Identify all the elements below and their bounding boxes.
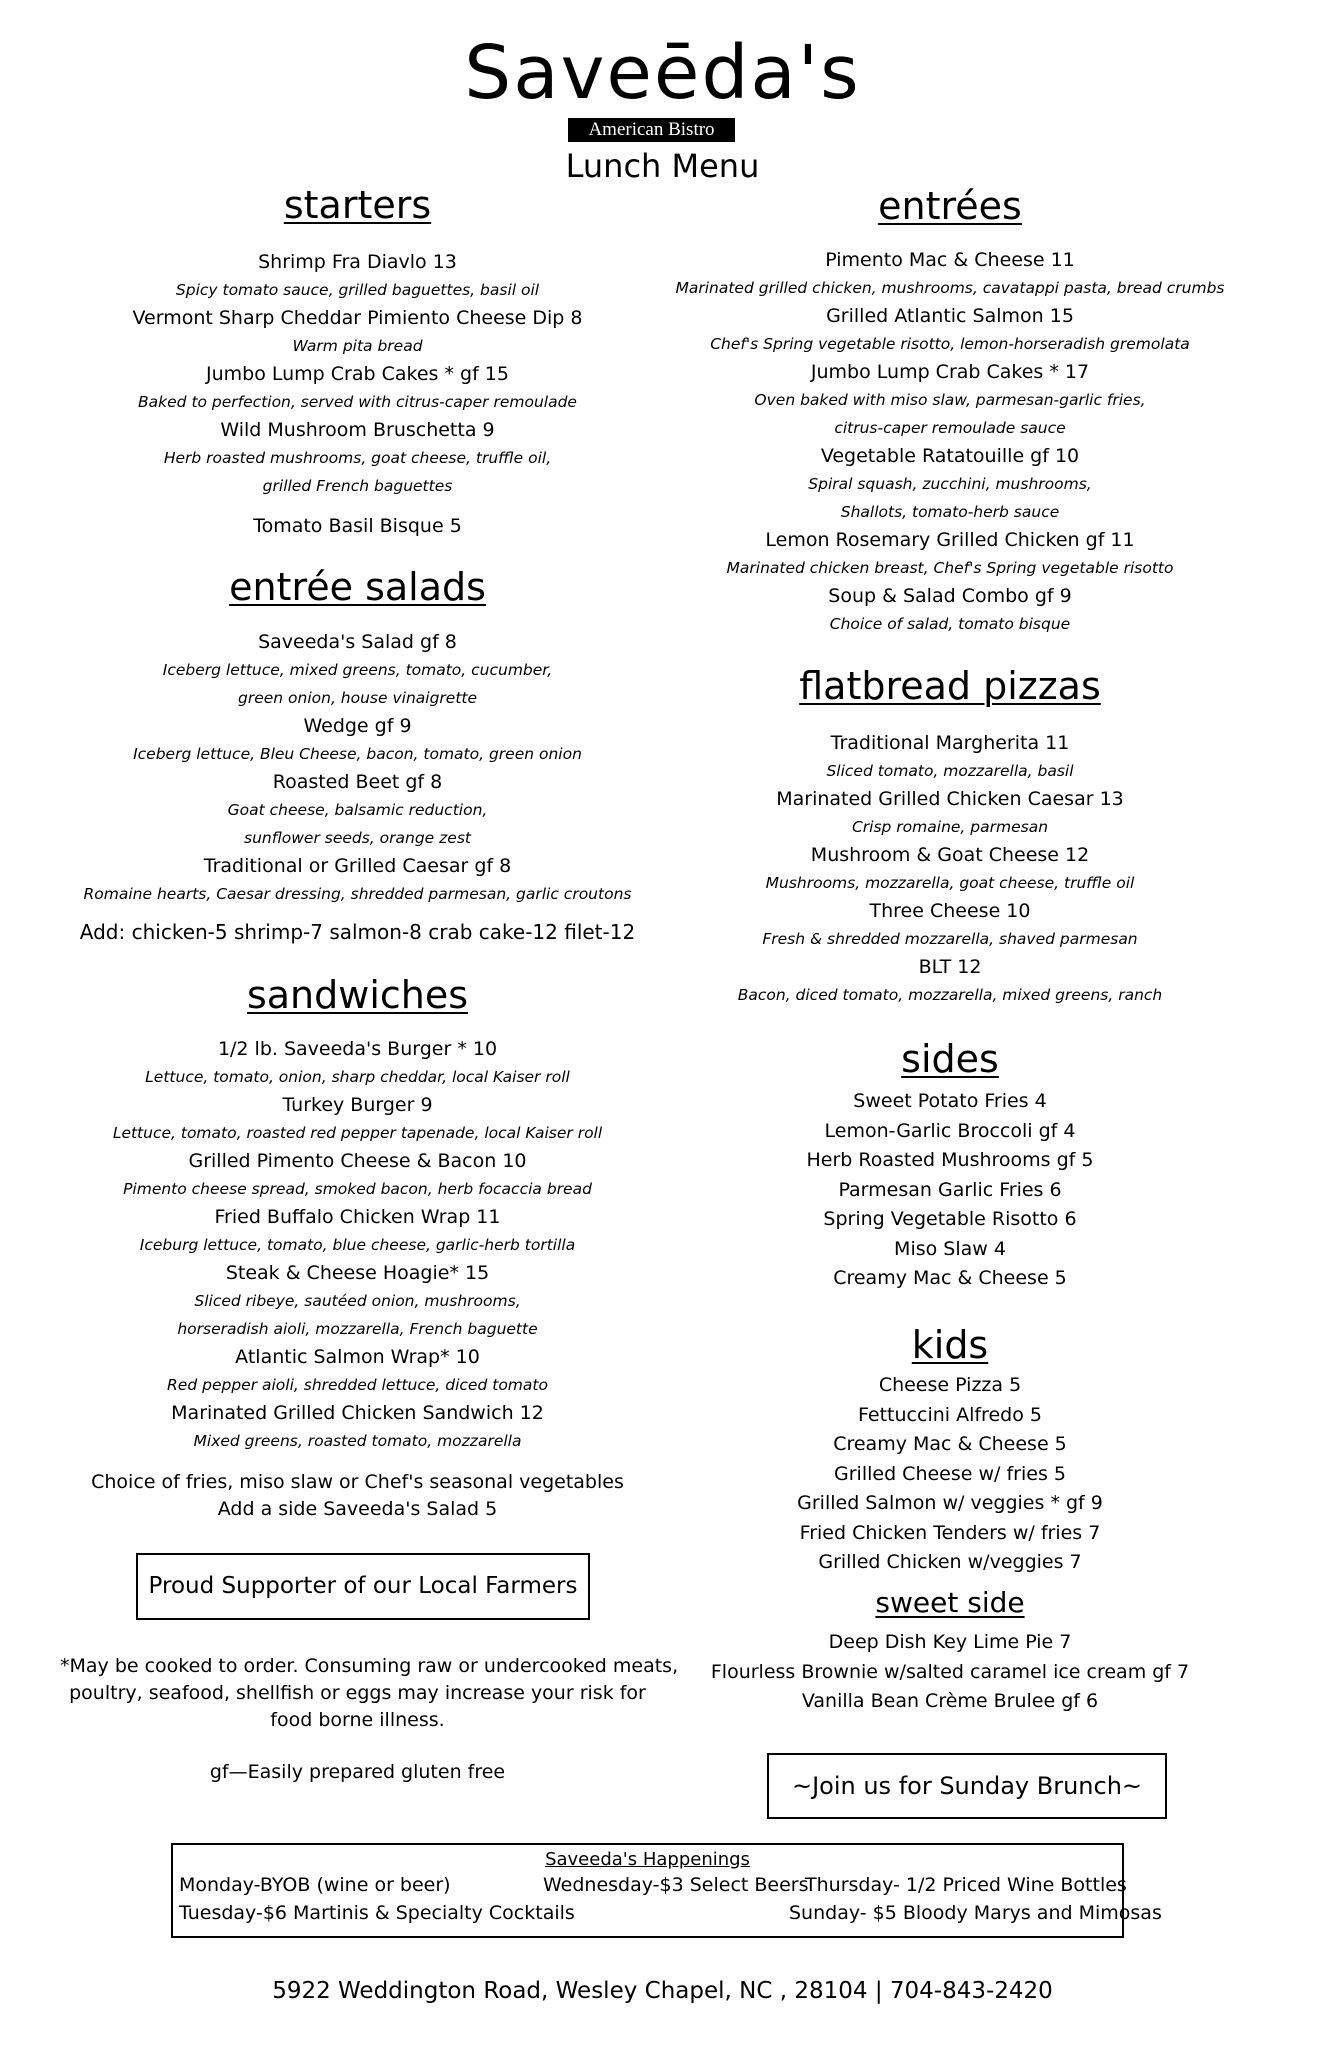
menu-item-desc: Oven baked with miso slaw, parmesan-garlic fries,: [754, 391, 1146, 409]
menu-item-desc: Baked to perfection, served with citrus-caper remoulade: [138, 393, 577, 411]
menu-item-desc: Red pepper aioli, shredded lettuce, diced tomato: [167, 1376, 548, 1394]
kids-item: Grilled Salmon w/ veggies * gf 9: [797, 1492, 1103, 1514]
menu-item-desc: Iceberg lettuce, Bleu Cheese, bacon, tomato, green onion: [133, 745, 582, 763]
menu-item-name: Turkey Burger 9: [282, 1094, 433, 1116]
dessert-item: Vanilla Bean Crème Brulee gf 6: [801, 1690, 1099, 1712]
side-item: Herb Roasted Mushrooms gf 5: [806, 1149, 1094, 1171]
menu-item-name: Traditional Margherita 11: [830, 732, 1070, 754]
menu-item-name: Jumbo Lump Crab Cakes * gf 15: [206, 363, 509, 385]
kids-list: [660, 1371, 1240, 1578]
kids-heading: kids: [911, 1323, 989, 1367]
disclaimer-line: food borne illness.: [270, 1709, 445, 1731]
footer-address-phone: 5922 Weddington Road, Wesley Chapel, NC , 28104 | 704-843-2420: [272, 1978, 1053, 2004]
kids-item: Grilled Chicken w/veggies 7: [818, 1551, 1082, 1573]
salads-heading: entrée salads: [229, 565, 486, 609]
sandwich-side-note: Choice of fries, miso slaw or Chef's seasonal vegetables: [91, 1471, 624, 1493]
disclaimer-line: *May be cooked to order. Consuming raw or undercooked meats,: [60, 1655, 679, 1677]
happening-sunday: Sunday- $5 Bloody Marys and Mimosas: [789, 1902, 1162, 1924]
menu-item-desc: Sliced ribeye, sautéed onion, mushrooms,: [194, 1292, 521, 1310]
menu-item-desc: Pimento cheese spread, smoked bacon, herb focaccia bread: [123, 1180, 592, 1198]
menu-item-name: Roasted Beet gf 8: [272, 771, 443, 793]
sandwich-salad-note: Add a side Saveeda's Salad 5: [217, 1498, 498, 1520]
disclaimer: [60, 1653, 679, 1786]
menu-item-name: Fried Buffalo Chicken Wrap 11: [214, 1206, 501, 1228]
menu-item-desc: Warm pita bread: [292, 337, 423, 355]
dessert-item: Flourless Brownie w/salted caramel ice cream gf 7: [710, 1660, 1190, 1683]
sunday-brunch-box: [767, 1753, 1167, 1819]
menu-item-desc: Fresh & shredded mozzarella, shaved parmesan: [762, 930, 1138, 948]
happening-tuesday: Tuesday-$6 Martinis & Specialty Cocktails: [179, 1902, 575, 1924]
happening-wednesday: Wednesday-$3 Select Beers: [543, 1874, 809, 1896]
menu-item-desc: sunflower seeds, orange zest: [244, 829, 471, 847]
menu-item-name: Pimento Mac & Cheese 11: [825, 249, 1075, 271]
menu-item-desc: Mushrooms, mozzarella, goat cheese, truffle oil: [765, 874, 1135, 892]
happening-thursday: Thursday- 1/2 Priced Wine Bottles: [805, 1874, 1127, 1896]
menu-item-desc: Crisp romaine, parmesan: [851, 818, 1049, 836]
menu-item-desc: Herb roasted mushrooms, goat cheese, truffle oil,: [163, 449, 552, 467]
happenings-box: [171, 1843, 1162, 1938]
soup-item: Tomato Basil Bisque 5: [253, 515, 462, 537]
side-item: Miso Slaw 4: [894, 1237, 1006, 1260]
sweet-side-list: [660, 1628, 1240, 1717]
sides-list: [660, 1087, 1240, 1294]
entrees-heading: entrées: [878, 184, 1022, 228]
menu-item-desc: grilled French baguettes: [262, 477, 453, 495]
menu-item-name: Three Cheese 10: [869, 900, 1031, 922]
kids-item: Grilled Cheese w/ fries 5: [834, 1462, 1066, 1485]
menu-item-desc: citrus-caper remoulade sauce: [834, 419, 1066, 437]
menu-item-name: Vegetable Ratatouille gf 10: [820, 445, 1080, 467]
sweet-side-heading: sweet side: [875, 1586, 1025, 1619]
pizzas-list: [660, 729, 1240, 1009]
menu-item-name: Marinated Grilled Chicken Caesar 13: [776, 788, 1124, 810]
kids-item: Creamy Mac & Cheese 5: [833, 1433, 1067, 1455]
sandwiches-list: [60, 1035, 655, 1523]
sunday-brunch-text: ~Join us for Sunday Brunch~: [791, 1772, 1143, 1800]
disclaimer-line: poultry, seafood, shellfish or eggs may increase your risk for: [69, 1682, 646, 1704]
menu-item-name: Steak & Cheese Hoagie* 15: [225, 1262, 490, 1284]
menu-item-name: BLT 12: [918, 956, 982, 978]
menu-item-desc: Lettuce, tomato, roasted red pepper tapenade, local Kaiser roll: [112, 1124, 603, 1142]
menu-item-desc: Iceberg lettuce, mixed greens, tomato, cucumber,: [162, 661, 553, 679]
side-item: Lemon-Garlic Broccoli gf 4: [824, 1119, 1076, 1142]
menu-item-name: Saveeda's Salad gf 8: [258, 631, 457, 653]
kids-item: Fried Chicken Tenders w/ fries 7: [799, 1521, 1101, 1544]
menu-item-desc: Chef's Spring vegetable risotto, lemon-horseradish gremolata: [710, 335, 1190, 353]
pizzas-heading: flatbread pizzas: [799, 664, 1101, 708]
kids-item: Cheese Pizza 5: [878, 1374, 1022, 1396]
menu-item-name: Vermont Sharp Cheddar Pimiento Cheese Dip 8: [132, 307, 583, 329]
menu-item-desc: Lettuce, tomato, onion, sharp cheddar, local Kaiser roll: [145, 1068, 570, 1086]
entrees-list: [660, 246, 1240, 638]
menu-item-desc: Sliced tomato, mozzarella, basil: [826, 762, 1074, 780]
menu-item-name: Marinated Grilled Chicken Sandwich 12: [171, 1402, 544, 1424]
menu-item-name: Grilled Atlantic Salmon 15: [826, 305, 1074, 327]
menu-item-desc: Choice of salad, tomato bisque: [829, 615, 1071, 633]
local-farmers-box: [136, 1553, 590, 1620]
sandwiches-heading: sandwiches: [246, 973, 469, 1017]
restaurant-logo-name: Saveēda's: [464, 30, 861, 116]
starters-list: [60, 248, 655, 540]
starters-heading: starters: [283, 183, 432, 227]
menu-item-desc: green onion, house vinaigrette: [237, 689, 478, 707]
happenings-title: Saveeda's Happenings: [545, 1849, 750, 1870]
menu-item-desc: Marinated chicken breast, Chef's Spring vegetable risotto: [726, 559, 1174, 577]
menu-item-name: Grilled Pimento Cheese & Bacon 10: [188, 1150, 527, 1172]
menu-item-desc: horseradish aioli, mozzarella, French baguette: [177, 1320, 538, 1338]
menu-item-desc: Spicy tomato sauce, grilled baguettes, basil oil: [175, 281, 540, 299]
restaurant-tagline: American Bistro: [568, 118, 735, 142]
menu-item-desc: Goat cheese, balsamic reduction,: [227, 801, 488, 819]
menu-item-name: Atlantic Salmon Wrap* 10: [235, 1346, 480, 1368]
menu-item-name: Wild Mushroom Bruschetta 9: [220, 419, 495, 441]
menu-item-desc: Marinated grilled chicken, mushrooms, cavatappi pasta, bread crumbs: [675, 279, 1225, 297]
salad-addons: Add: chicken-5 shrimp-7 salmon-8 crab cake-12 filet-12: [79, 920, 636, 944]
salads-list: [60, 628, 655, 946]
side-item: Parmesan Garlic Fries 6: [838, 1178, 1062, 1201]
gluten-free-note: gf—Easily prepared gluten free: [209, 1761, 506, 1783]
menu-item-name: Mushroom & Goat Cheese 12: [810, 844, 1090, 866]
menu-item-name: Shrimp Fra Diavlo 13: [258, 251, 457, 273]
menu-item-desc: Romaine hearts, Caesar dressing, shredded parmesan, garlic croutons: [83, 885, 632, 903]
menu-item-desc: Bacon, diced tomato, mozzarella, mixed greens, ranch: [737, 986, 1163, 1004]
happening-monday: Monday-BYOB (wine or beer): [179, 1874, 451, 1896]
menu-item-desc: Shallots, tomato-herb sauce: [840, 503, 1060, 521]
side-item: Creamy Mac & Cheese 5: [833, 1267, 1067, 1289]
menu-item-name: Jumbo Lump Crab Cakes * 17: [810, 361, 1090, 383]
menu-item-name: 1/2 lb. Saveeda's Burger * 10: [217, 1038, 498, 1060]
side-item: Spring Vegetable Risotto 6: [823, 1208, 1077, 1230]
kids-item: Fettuccini Alfredo 5: [858, 1403, 1042, 1426]
menu-item-desc: Mixed greens, roasted tomato, mozzarella: [193, 1432, 522, 1450]
menu-item-name: Lemon Rosemary Grilled Chicken gf 11: [765, 529, 1135, 551]
menu-title: Lunch Menu: [565, 147, 760, 185]
local-farmers-text: Proud Supporter of our Local Farmers: [148, 1573, 578, 1599]
menu-item-name: Traditional or Grilled Caesar gf 8: [203, 855, 512, 877]
menu-item-desc: Spiral squash, zucchini, mushrooms,: [808, 475, 1092, 493]
menu-item-desc: Iceburg lettuce, tomato, blue cheese, garlic-herb tortilla: [139, 1236, 576, 1254]
sides-heading: sides: [901, 1037, 999, 1081]
side-item: Sweet Potato Fries 4: [853, 1090, 1047, 1112]
menu-item-name: Wedge gf 9: [303, 715, 412, 737]
menu-item-name: Soup & Salad Combo gf 9: [828, 585, 1072, 607]
dessert-item: Deep Dish Key Lime Pie 7: [828, 1631, 1072, 1653]
